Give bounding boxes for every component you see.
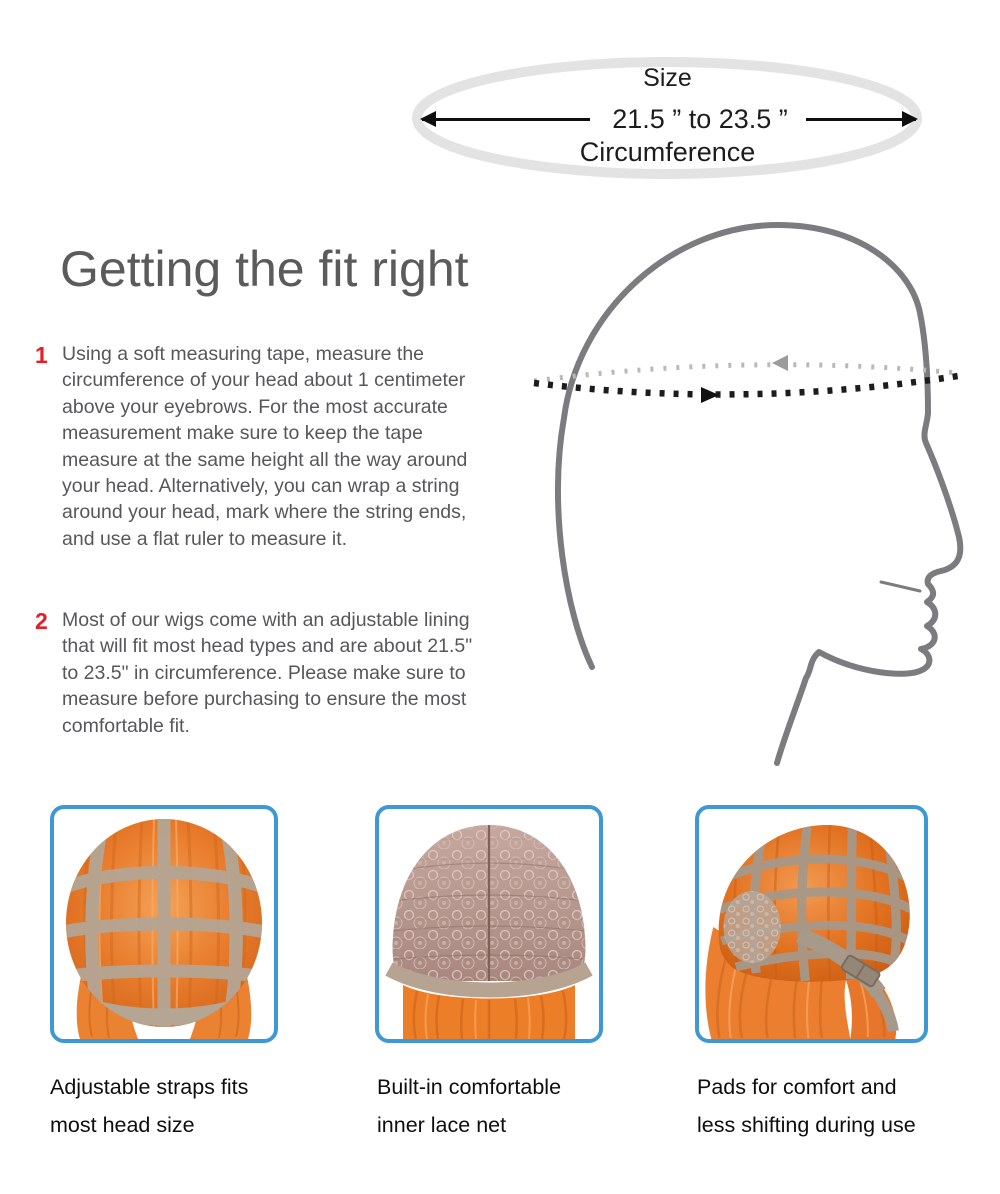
tape-dashed-front-arc <box>534 376 958 394</box>
measure-arrow-right <box>806 118 916 121</box>
caption-line: Adjustable straps fits <box>50 1075 249 1099</box>
tape-dashed-back-arc <box>534 365 958 381</box>
step-2-number: 2 <box>35 608 48 634</box>
caption-line: Pads for comfort and <box>697 1075 897 1099</box>
ring-range-label: 21.5 ” to 23.5 ” <box>612 104 788 134</box>
nose-base-line <box>881 582 920 591</box>
caption-line: Built-in comfortable <box>377 1075 562 1099</box>
tape-arrow-front-icon <box>701 387 719 403</box>
page-title: Getting the fit right <box>60 241 469 297</box>
feature-caption-straps <box>50 1068 248 1144</box>
ring-circumference-label: Circumference <box>579 137 756 167</box>
feature-card-lace-net <box>375 805 603 1043</box>
wig-back-straps-photo <box>54 809 274 1039</box>
tape-arrow-back-icon <box>772 355 788 371</box>
wig-side-pads-photo <box>699 809 924 1039</box>
step-1-number: 1 <box>35 342 48 368</box>
caption-line: inner lace net <box>377 1113 507 1137</box>
caption-line: less shifting during use <box>697 1113 916 1137</box>
head-profile-illustration <box>530 215 1000 775</box>
ring-size-label: Size <box>643 64 692 92</box>
feature-card-pads <box>695 805 928 1043</box>
head-outline-path <box>558 225 960 763</box>
feature-card-straps <box>50 805 278 1043</box>
wig-lace-net-photo <box>379 809 599 1039</box>
feature-caption-lace-net <box>377 1068 561 1144</box>
feature-caption-pads <box>697 1068 916 1144</box>
step-2-text: Most of our wigs come with an adjustable lining that will fit most head types and are about 21.5" to 23.5" in circumference. Please make sure to measure before purchasing to ensure the most comfortable fit. <box>62 609 473 737</box>
step-1-text: Using a soft measuring tape, measure the circumference of your head about 1 centimeter above your eyebrows. For the most accurate measurement make sure to keep the tape measure at the same height all the way around your head. Alternatively, you can wrap a string around your head, mark where the string ends, and use a flat ruler to measure it. <box>62 343 468 550</box>
caption-line: most head size <box>50 1113 195 1137</box>
step-2 <box>35 607 482 739</box>
step-1 <box>35 341 482 552</box>
